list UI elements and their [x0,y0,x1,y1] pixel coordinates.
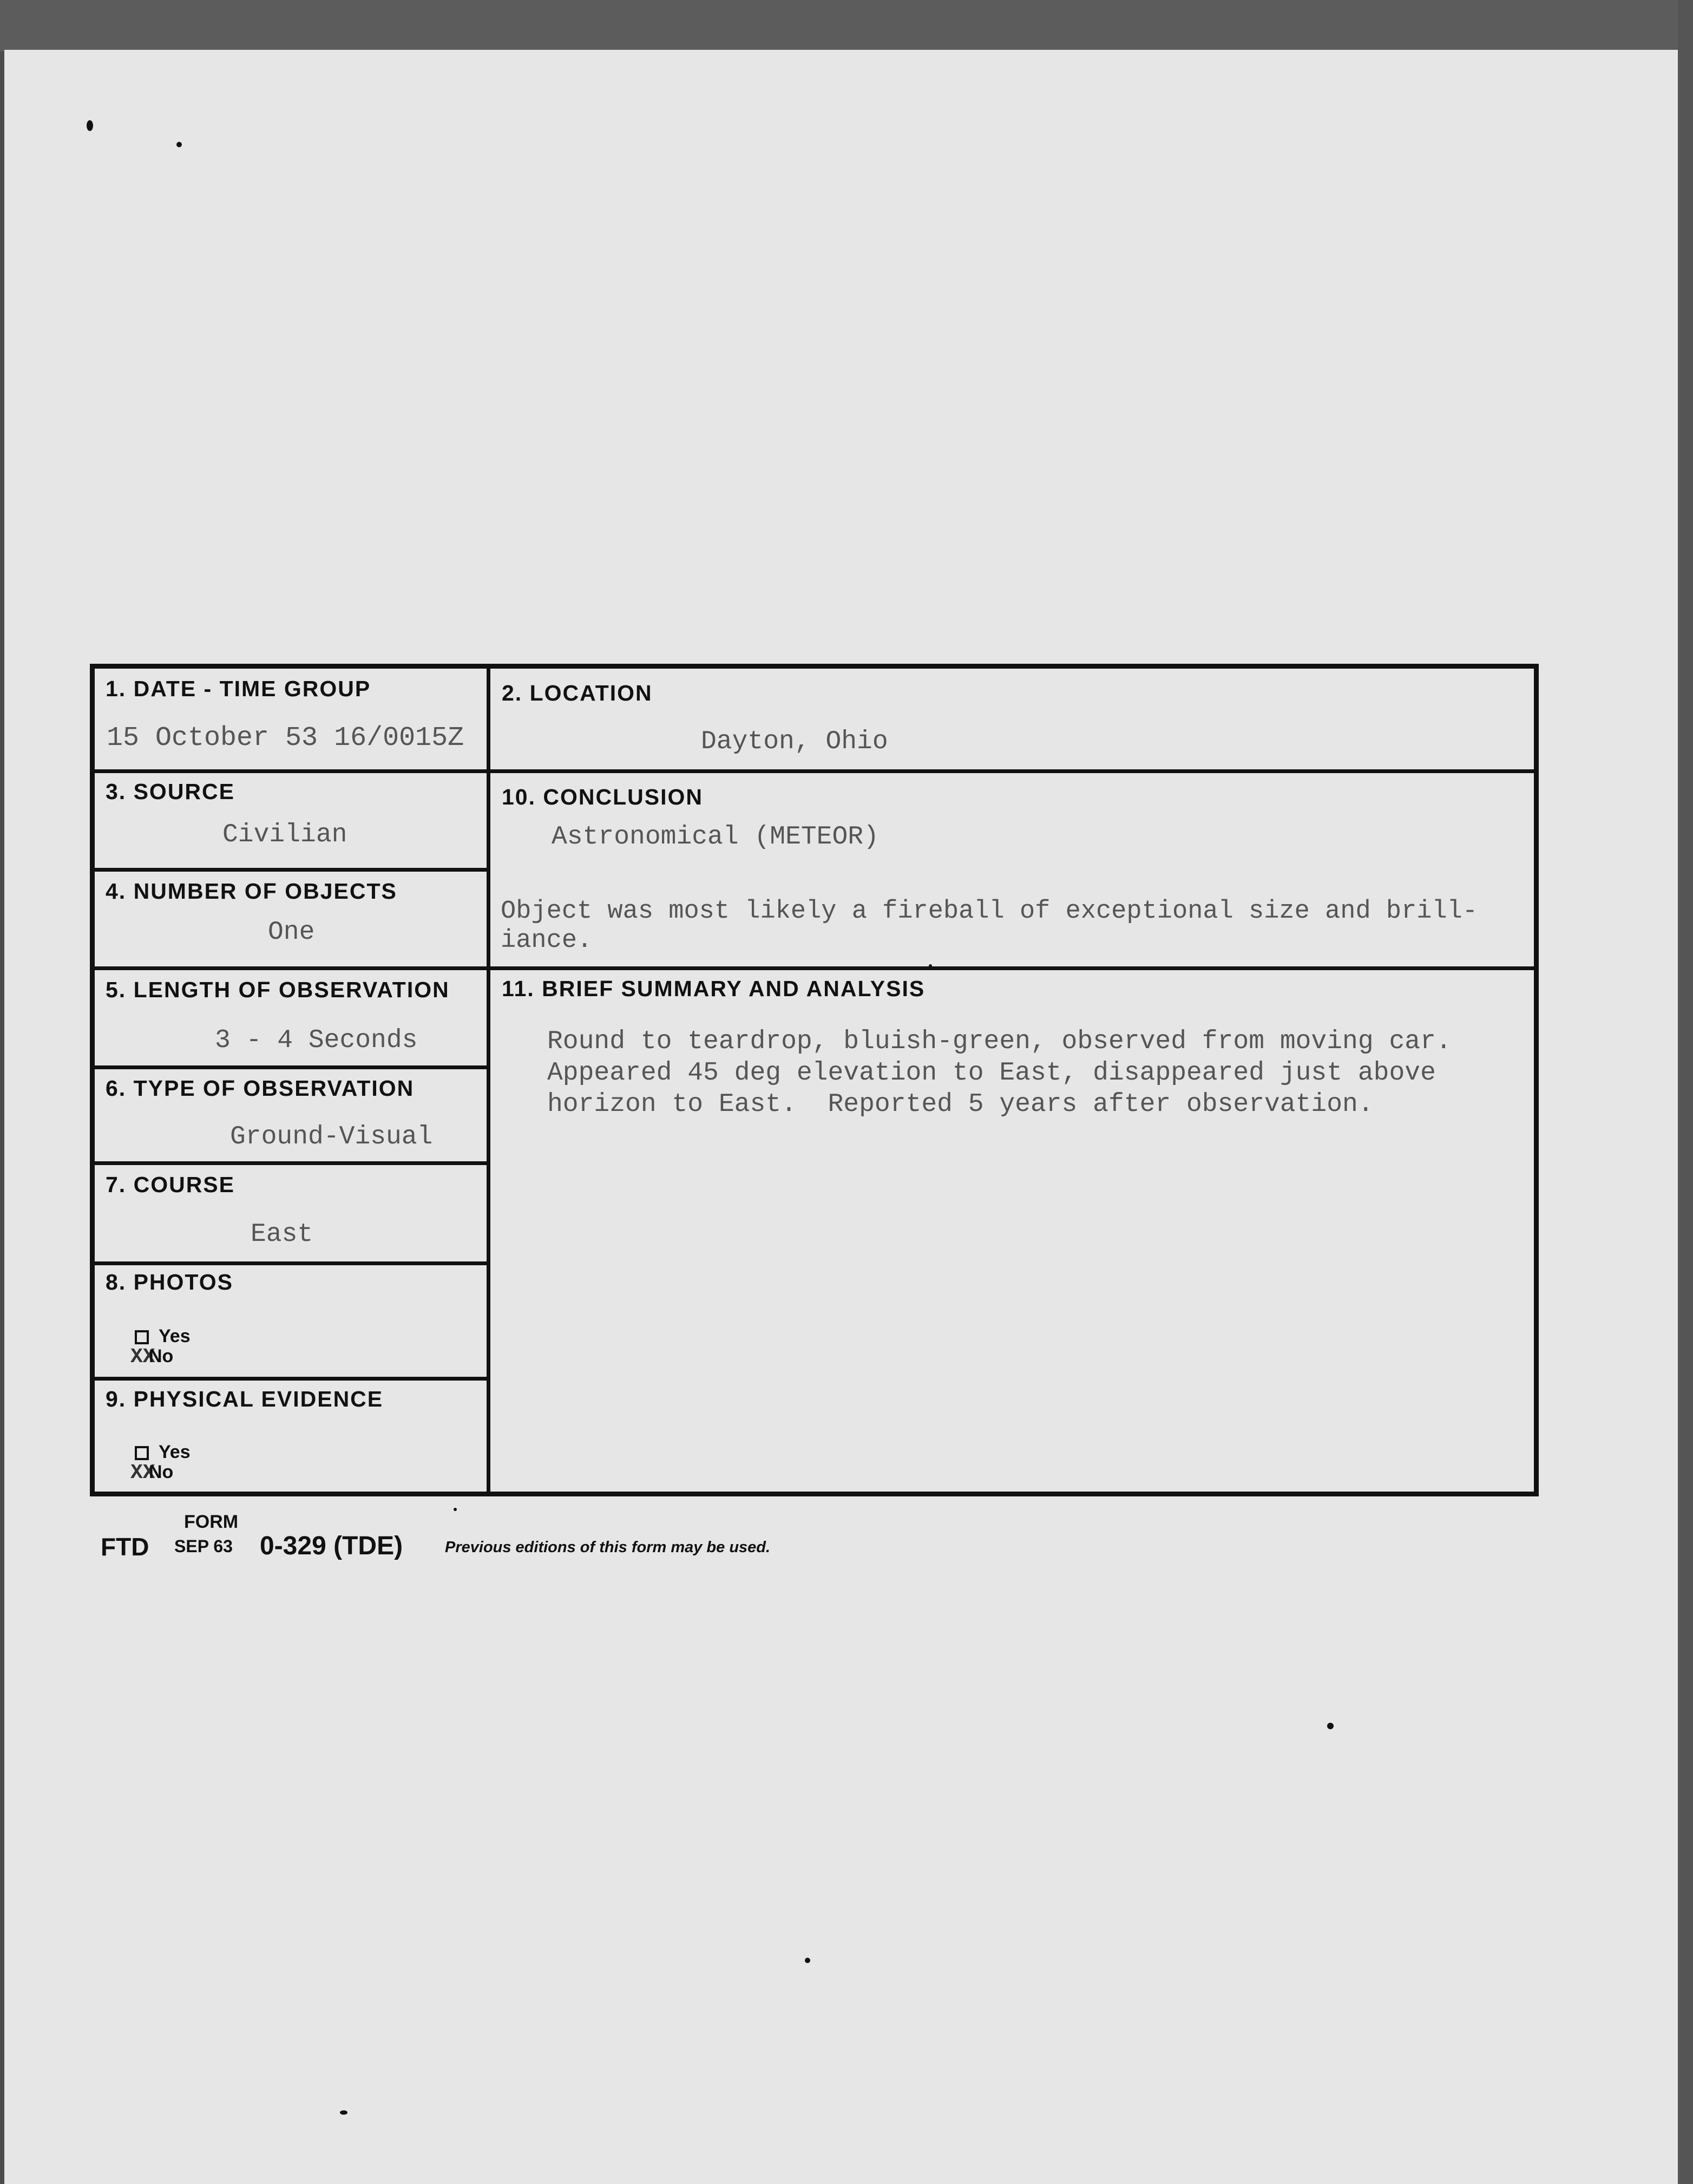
scan-speck [805,1958,810,1963]
form-ftd: FTD [101,1533,149,1561]
date-time-group-label: 1. DATE - TIME GROUP [106,676,371,701]
photos-yes-label: Yes [159,1326,191,1346]
location-value: Dayton, Ohio [701,727,888,756]
photos-label: 8. PHOTOS [106,1270,233,1294]
type-of-observation-value: Ground-Visual [230,1122,433,1152]
number-of-objects-value: One [268,918,315,947]
physical-evidence-no-option [130,1461,173,1485]
physical-evidence-yes-option [135,1442,191,1463]
scan-right-edge [1678,0,1693,2184]
conclusion-note-line-1: Object was most likely a fireball of exceptional size and brill- [501,897,1478,926]
physical-evidence-no-label: No [149,1462,174,1482]
scan-speck [454,1508,457,1511]
form-number: 0-329 (TDE) [260,1532,403,1560]
length-of-observation-label: 5. LENGTH OF OBSERVATION [106,977,450,1002]
scan-speck [87,120,93,131]
conclusion-value: Astronomical (METEOR) [552,822,879,852]
form-footer-note: Previous editions of this form may be used. [445,1539,771,1556]
checkbox-checked-icon: XX [130,1461,155,1485]
scan-speck [340,2110,347,2115]
row-divider [487,966,1534,970]
conclusion-note-line-2: iance. [501,926,593,955]
row-divider [95,769,487,773]
row-divider [95,966,487,970]
physical-evidence-label: 9. PHYSICAL EVIDENCE [106,1387,384,1411]
date-time-group-value: 15 October 53 16/0015Z [107,723,464,754]
form-date-code: SEP 63 [174,1536,233,1556]
checkbox-empty-icon [135,1330,149,1344]
course-value: East [251,1220,313,1249]
source-value: Civilian [222,820,347,849]
row-divider [487,769,1534,773]
physical-evidence-yes-label: Yes [159,1442,191,1462]
scan-speck [1327,1723,1334,1729]
scan-top-edge [0,0,1693,51]
row-divider [95,1161,487,1165]
report-form-table [90,664,1539,1496]
column-divider [487,669,490,1492]
row-divider [95,1065,487,1069]
row-divider [95,1377,487,1381]
length-of-observation-value: 3 - 4 Seconds [215,1026,418,1055]
row-divider [95,1261,487,1265]
course-label: 7. COURSE [106,1172,235,1197]
photos-no-option [130,1345,173,1369]
summary-line-3: horizon to East. Reported 5 years after observation. [547,1090,1374,1119]
checkbox-checked-icon: XX [130,1345,155,1369]
summary-label: 11. BRIEF SUMMARY AND ANALYSIS [502,976,926,1001]
photos-no-label: No [149,1346,174,1366]
checkbox-empty-icon [135,1446,149,1460]
photos-yes-option [135,1326,191,1347]
row-divider [95,868,487,872]
location-label: 2. LOCATION [502,681,653,705]
conclusion-label: 10. CONCLUSION [502,784,703,809]
number-of-objects-label: 4. NUMBER OF OBJECTS [106,879,397,904]
summary-line-2: Appeared 45 deg elevation to East, disappeared just above [547,1058,1436,1088]
summary-line-1: Round to teardrop, bluish-green, observed from moving car. [547,1027,1452,1056]
source-label: 3. SOURCE [106,779,235,804]
form-word: FORM [184,1512,239,1532]
scan-speck [176,142,182,147]
type-of-observation-label: 6. TYPE OF OBSERVATION [106,1076,415,1101]
